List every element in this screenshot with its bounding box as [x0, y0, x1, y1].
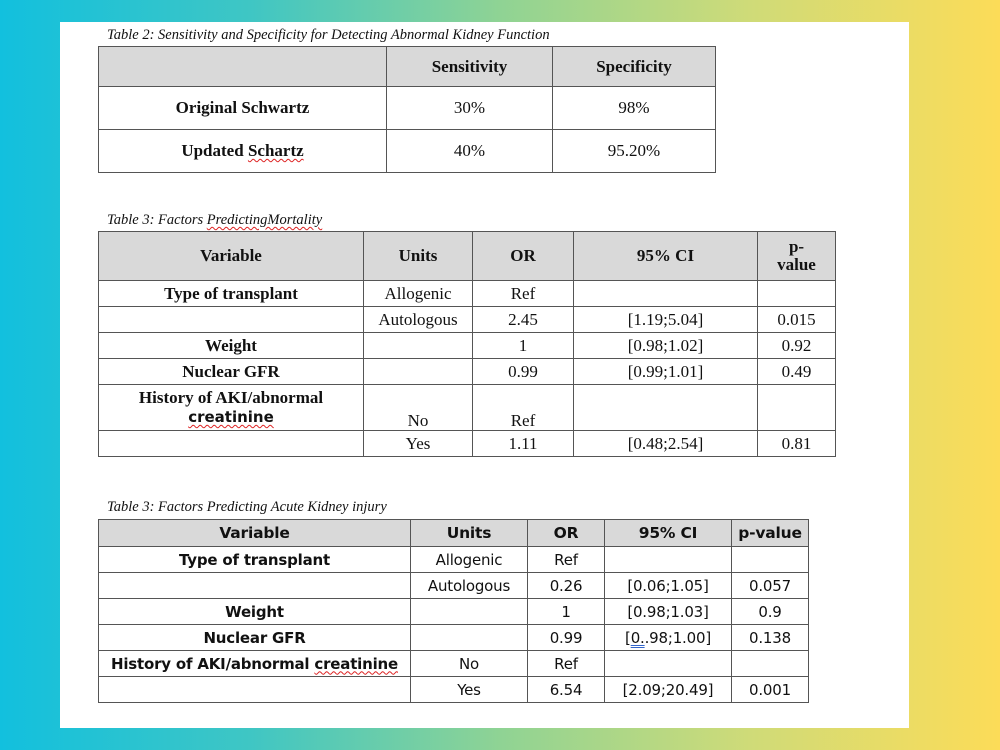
variable-cell: Type of transplant [99, 547, 411, 573]
table-row [99, 573, 809, 599]
units-cell: Allogenic [411, 547, 528, 573]
misspelled-word: creatinine [314, 654, 398, 673]
ci-cell [605, 651, 732, 677]
table4-caption: Table 3: Factors Predicting Acute Kidney injury [107, 499, 387, 515]
variable-cell [99, 651, 411, 677]
variable-cell [99, 677, 411, 703]
misspelled-word: Schartz [247, 141, 304, 160]
or-cell: 1.11 [473, 431, 574, 457]
units-cell: Autologous [364, 307, 473, 333]
pvalue-cell [758, 385, 836, 431]
table-row [99, 333, 836, 359]
ci-cell: [0.98;1.02] [574, 333, 758, 359]
or-cell: Ref [473, 281, 574, 307]
variable-cell [99, 431, 364, 457]
ci-cell [605, 547, 732, 573]
variable-cell: Nuclear GFR [99, 625, 411, 651]
header-specificity: Specificity [553, 47, 716, 87]
specificity-value: 98% [553, 87, 716, 130]
units-cell [411, 625, 528, 651]
header-sensitivity: Sensitivity [387, 47, 553, 87]
ci-cell: [0.48;2.54] [574, 431, 758, 457]
document-page [60, 22, 909, 728]
header-or: OR [528, 520, 605, 547]
ci-cell [605, 625, 732, 651]
pvalue-cell: 0.81 [758, 431, 836, 457]
table-row [99, 307, 836, 333]
specificity-value: 95.20% [553, 130, 716, 173]
pvalue-cell: 0.001 [732, 677, 809, 703]
units-cell: No [411, 651, 528, 677]
header-units: Units [411, 520, 528, 547]
or-cell: 0.26 [528, 573, 605, 599]
variable-cell: Nuclear GFR [99, 359, 364, 385]
variable-text: History of AKI/abnormal [111, 654, 315, 673]
ci-prefix: [ [625, 628, 631, 647]
units-cell: Allogenic [364, 281, 473, 307]
pvalue-cell: 0.9 [732, 599, 809, 625]
units-cell: Autologous [411, 573, 528, 599]
ci-cell: [1.19;5.04] [574, 307, 758, 333]
pvalue-cell: 0.92 [758, 333, 836, 359]
header-ci: 95% CI [574, 232, 758, 281]
or-cell: Ref [528, 651, 605, 677]
header-pvalue-line1: p- [788, 237, 805, 256]
header-pvalue [758, 232, 836, 281]
or-cell: Ref [473, 385, 574, 431]
table3-caption [107, 212, 322, 229]
or-cell: 2.45 [473, 307, 574, 333]
table-row [99, 599, 809, 625]
row-label [99, 130, 387, 173]
sensitivity-specificity-table [98, 46, 716, 173]
sensitivity-value: 30% [387, 87, 553, 130]
ci-cell: [2.09;20.49] [605, 677, 732, 703]
table-row [99, 281, 836, 307]
or-cell: 0.99 [473, 359, 574, 385]
table-row [99, 625, 809, 651]
table-row [99, 385, 836, 431]
misspelled-word: creatinine [188, 408, 274, 426]
table2-caption: Table 2: Sensitivity and Specificity for Detecting Abnormal Kidney Function [107, 27, 550, 43]
ci-cell: [0.06;1.05] [605, 573, 732, 599]
header-cell-blank [99, 47, 387, 87]
header-pvalue: p-value [732, 520, 809, 547]
header-variable: Variable [99, 232, 364, 281]
units-cell: Yes [364, 431, 473, 457]
pvalue-cell: 0.057 [732, 573, 809, 599]
units-cell [364, 333, 473, 359]
table-header-row [99, 520, 809, 547]
pvalue-cell: 0.015 [758, 307, 836, 333]
variable-cell: Weight [99, 333, 364, 359]
or-cell: 1 [528, 599, 605, 625]
grammar-marked-text: 0. [630, 628, 645, 647]
variable-line1: History of AKI/abnormal [138, 388, 324, 407]
pvalue-cell [758, 281, 836, 307]
units-cell: No [364, 385, 473, 431]
table-row [99, 651, 809, 677]
ci-cell: [0.99;1.01] [574, 359, 758, 385]
pvalue-cell: 0.138 [732, 625, 809, 651]
misspelled-word: PredictingMortality [206, 212, 323, 228]
table-header-row [99, 232, 836, 281]
ci-suffix: .98;1.00] [644, 628, 711, 647]
ci-cell: [0.98;1.03] [605, 599, 732, 625]
row-label: Original Schwartz [99, 87, 387, 130]
label-text: Updated [181, 141, 248, 160]
variable-cell [99, 385, 364, 431]
or-cell: 0.99 [528, 625, 605, 651]
units-cell [411, 599, 528, 625]
table-row [99, 677, 809, 703]
mortality-factors-table [98, 231, 836, 457]
ci-cell [574, 281, 758, 307]
table-row [99, 87, 716, 130]
variable-cell: Type of transplant [99, 281, 364, 307]
units-cell: Yes [411, 677, 528, 703]
variable-cell [99, 307, 364, 333]
header-variable: Variable [99, 520, 411, 547]
or-cell: 6.54 [528, 677, 605, 703]
header-or: OR [473, 232, 574, 281]
or-cell: 1 [473, 333, 574, 359]
table-row [99, 359, 836, 385]
or-cell: Ref [528, 547, 605, 573]
table-row [99, 431, 836, 457]
variable-cell: Weight [99, 599, 411, 625]
header-units: Units [364, 232, 473, 281]
table-header-row [99, 47, 716, 87]
caption-text: Table 3: Factors [107, 212, 207, 228]
header-pvalue-line2: value [777, 255, 816, 274]
table-row [99, 547, 809, 573]
table-row [99, 130, 716, 173]
variable-cell [99, 573, 411, 599]
sensitivity-value: 40% [387, 130, 553, 173]
aki-factors-table [98, 519, 809, 703]
units-cell [364, 359, 473, 385]
pvalue-cell: 0.49 [758, 359, 836, 385]
pvalue-cell [732, 547, 809, 573]
pvalue-cell [732, 651, 809, 677]
ci-cell [574, 385, 758, 431]
header-ci: 95% CI [605, 520, 732, 547]
